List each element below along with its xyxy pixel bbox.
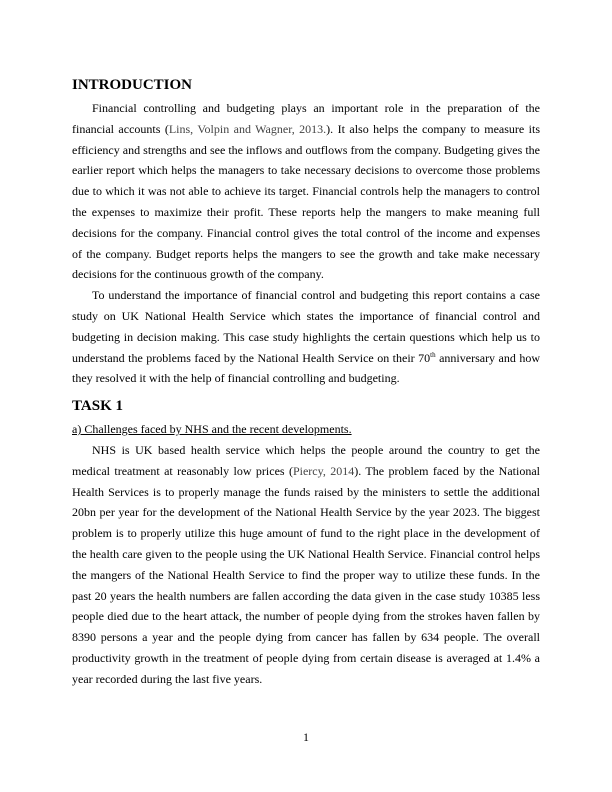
- page-content: [72, 74, 540, 690]
- task1-p1-text-before: NHS is UK based health service which helps the people around the country to get the medical treatment at reasonably low prices (: [72, 442, 540, 478]
- intro-p2-text-after: anniversary and how they resolved it with the help of financial controlling and budgeting.: [72, 350, 541, 386]
- page-number: 1: [303, 730, 309, 744]
- citation-piercy: Piercy, 2014: [292, 463, 355, 478]
- citation-lins-volpin-wagner: Lins, Volpin and Wagner, 2013.: [168, 121, 327, 136]
- task1-subheading: a) Challenges faced by NHS and the recent developments.: [72, 422, 352, 437]
- introduction-heading: INTRODUCTION: [72, 77, 193, 93]
- intro-p1-text-after: ). It also helps the company to measure its efficiency and strengths and see the inflows and outflows from the company. Budgeting gives the earlier report which helps the managers to take necessary decisions to overcome those problems due to which it was not able to achieve its target. Financial controls help the managers to control the expenses to maximize their profit. These reports help the mangers to make meaning full decisions for the company. Financial control gives the total control of the income and expenses of the company. Budget reports helps the mangers to see the growth and take make necessary decisions for the continuous growth of the company.: [72, 121, 540, 282]
- introduction-paragraph-1: [72, 98, 540, 285]
- task1-heading: TASK 1: [72, 398, 123, 415]
- ordinal-superscript: th: [430, 350, 436, 359]
- task1-paragraph-1: [72, 440, 540, 690]
- task1-p1-text-after: ). The problem faced by the National Health Services is to properly manage the funds raised by the ministers to settle the additional 20bn per year for the development of the National Health Service by the year 2023. The biggest problem is to properly utilize this huge amount of fund to the right place in the development of the health care given to the people using the UK National Health Service. Financial control helps the mangers of the National Health Service to find the proper way to utilize these funds. In the past 20 years the health numbers are fallen according the data given in the case study 10385 less people died due to the heart attack, the number of people dying from the strokes haven fallen by 8390 persons a year and the people dying from cancer has fallen by 634 people. The overall productivity growth in the treatment of people dying from certain disease is averaged at 1.4% a year recorded during the last five years.: [72, 463, 540, 686]
- intro-p2-text-before: To understand the importance of financial control and budgeting this report contains a case study on UK National Health Service which states the importance of financial control and budgeting in decision making. This case study highlights the certain questions which help us to understand the problems faced by the National Health Service on their 70: [72, 288, 540, 365]
- intro-p1-text-before: Financial controlling and budgeting plays an important role in the preparation of the financial accounts (: [72, 101, 540, 136]
- introduction-paragraph-2: [72, 285, 540, 389]
